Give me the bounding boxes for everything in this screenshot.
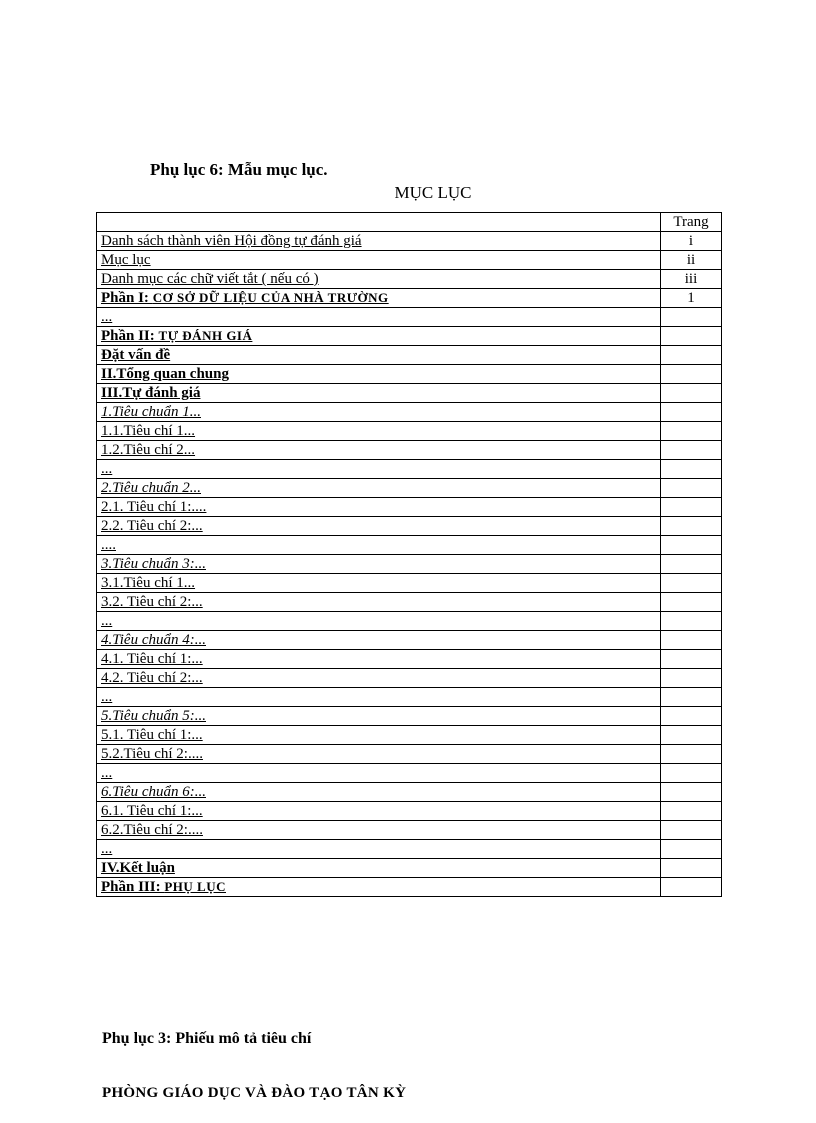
toc-part-prefix: Phần II: (101, 328, 159, 344)
toc-body (97, 213, 722, 897)
toc-page-number (661, 878, 722, 897)
toc-entry-text: 2.1. Tiêu chí 1:.... (101, 499, 207, 515)
toc-page-number (661, 555, 722, 574)
toc-entry-text: 2.2. Tiêu chí 2:... (101, 518, 203, 534)
toc-page-number (661, 669, 722, 688)
toc-entry-text: 4.2. Tiêu chí 2:... (101, 670, 203, 686)
toc-entry (97, 707, 661, 726)
toc-page-number (661, 688, 722, 707)
toc-entry (97, 593, 661, 612)
toc-entry (97, 745, 661, 764)
toc-entry-text: 3.1.Tiêu chí 1... (101, 575, 196, 591)
office-heading: PHÒNG GIÁO DỤC VÀ ĐÀO TẠO TÂN KỲ (102, 1085, 407, 1101)
toc-entry (97, 479, 661, 498)
toc-entry (97, 460, 661, 479)
toc-page-number (661, 764, 722, 783)
toc-entry-text: 5.Tiêu chuẩn 5:... (101, 708, 206, 724)
toc-page-number (661, 612, 722, 631)
toc-row (97, 631, 722, 650)
toc-entry (97, 536, 661, 555)
toc-page-number: iii (661, 270, 722, 289)
toc-header-blank (97, 213, 661, 232)
toc-entry-text: 1.1.Tiêu chí 1... (101, 423, 196, 439)
toc-page-number (661, 783, 722, 802)
toc-part-prefix: Phần I: (101, 290, 153, 306)
toc-row (97, 327, 722, 346)
toc-entry (97, 878, 661, 897)
toc-entry (97, 441, 661, 460)
toc-entry (97, 289, 661, 308)
toc-entry (97, 669, 661, 688)
toc-entry-text: 3.Tiêu chuẩn 3:... (101, 556, 206, 572)
toc-row (97, 650, 722, 669)
toc-entry (97, 517, 661, 536)
toc-entry (97, 308, 661, 327)
toc-part-title: CƠ SỞ DỮ LIỆU CỦA NHÀ TRƯỜNG (152, 290, 389, 305)
toc-part-prefix: Phần III: (101, 879, 165, 895)
toc-page-number (661, 802, 722, 821)
toc-entry (97, 688, 661, 707)
toc-entry (97, 270, 661, 289)
toc-part-title: PHỤ LỤC (164, 879, 226, 894)
toc-entry (97, 764, 661, 783)
toc-entry-text: II.Tổng quan chung (101, 366, 229, 382)
toc-row (97, 745, 722, 764)
toc-page-number (661, 403, 722, 422)
toc-page-number (661, 726, 722, 745)
toc-entry-text: IV.Kết luận (101, 860, 175, 876)
toc-entry (97, 251, 661, 270)
toc-entry-text: 5.1. Tiêu chí 1:... (101, 727, 203, 743)
toc-row (97, 251, 722, 270)
toc-row (97, 802, 722, 821)
toc-entry (97, 384, 661, 403)
toc-entry (97, 726, 661, 745)
toc-entry (97, 821, 661, 840)
toc-page-number (661, 650, 722, 669)
toc-entry-text: 5.2.Tiêu chí 2:.... (101, 746, 203, 762)
toc-row (97, 688, 722, 707)
toc-entry-text: 4.1. Tiêu chí 1:... (101, 651, 203, 667)
toc-page-number: i (661, 232, 722, 251)
toc-page-number (661, 422, 722, 441)
toc-row (97, 517, 722, 536)
toc-entry-text: ... (101, 309, 113, 325)
toc-page-number (661, 441, 722, 460)
toc-entry-text: ... (101, 613, 113, 629)
toc-row (97, 536, 722, 555)
toc-row (97, 498, 722, 517)
appendix-6-heading: Phụ lục 6: Mẫu mục lục. (150, 160, 328, 179)
toc-entry (97, 840, 661, 859)
toc-row (97, 403, 722, 422)
toc-page-number (661, 384, 722, 403)
toc-page-number (661, 327, 722, 346)
toc-entry-text: .... (101, 537, 116, 553)
toc-row (97, 232, 722, 251)
toc-row (97, 308, 722, 327)
toc-row (97, 821, 722, 840)
toc-entry-text: ... (101, 765, 113, 781)
toc-entry (97, 232, 661, 251)
toc-row (97, 441, 722, 460)
toc-row (97, 555, 722, 574)
toc-page-number (661, 479, 722, 498)
toc-entry-text: 2.Tiêu chuẩn 2... (101, 480, 201, 496)
toc-page-number (661, 859, 722, 878)
toc-page-number (661, 498, 722, 517)
toc-entry (97, 422, 661, 441)
toc-page-header: Trang (661, 213, 722, 232)
toc-row (97, 669, 722, 688)
toc-row (97, 840, 722, 859)
toc-entry (97, 555, 661, 574)
toc-entry-text: Danh mục các chữ viết tắt ( nếu có ) (101, 271, 319, 287)
toc-row (97, 859, 722, 878)
toc-row (97, 479, 722, 498)
toc-row (97, 612, 722, 631)
toc-entry-text: 6.2.Tiêu chí 2:.... (101, 822, 203, 838)
toc-row (97, 726, 722, 745)
toc-entry (97, 574, 661, 593)
toc-entry (97, 403, 661, 422)
toc-page-number: 1 (661, 289, 722, 308)
toc-page-number (661, 631, 722, 650)
toc-entry (97, 650, 661, 669)
toc-entry (97, 612, 661, 631)
toc-row (97, 346, 722, 365)
toc-page-number (661, 593, 722, 612)
toc-entry-text: Đặt vấn đề (101, 347, 171, 363)
toc-part-title: TỰ ĐÁNH GIÁ (158, 328, 253, 343)
toc-row (97, 783, 722, 802)
toc-entry-text: ... (101, 461, 113, 477)
toc-entry-text: 6.Tiêu chuẩn 6:... (101, 784, 206, 800)
toc-entry-text: 3.2. Tiêu chí 2:... (101, 594, 203, 610)
toc-page-number (661, 517, 722, 536)
toc-page-number (661, 308, 722, 327)
toc-row (97, 365, 722, 384)
toc-page-number (661, 460, 722, 479)
toc-entry-text: 1.2.Tiêu chí 2... (101, 442, 196, 458)
toc-row (97, 593, 722, 612)
toc-row (97, 422, 722, 441)
toc-page-number (661, 574, 722, 593)
appendix-3-heading: Phụ lục 3: Phiếu mô tả tiêu chí (102, 1030, 312, 1047)
toc-page-number (661, 365, 722, 384)
toc-entry-text: 4.Tiêu chuẩn 4:... (101, 632, 206, 648)
toc-row (97, 574, 722, 593)
toc-page-number (661, 707, 722, 726)
toc-entry-text: ... (101, 689, 113, 705)
toc-entry-text: Danh sách thành viên Hội đồng tự đánh giá (101, 233, 362, 249)
toc-row (97, 384, 722, 403)
toc-entry-text: III.Tự đánh giá (101, 385, 201, 401)
toc-entry (97, 783, 661, 802)
toc-page-number (661, 346, 722, 365)
toc-page-number (661, 745, 722, 764)
toc-entry-text: 1.Tiêu chuẩn 1... (101, 404, 201, 420)
toc-entry-text: 6.1. Tiêu chí 1:... (101, 803, 203, 819)
toc-row (97, 707, 722, 726)
toc-page-number (661, 821, 722, 840)
toc-row (97, 270, 722, 289)
toc-row (97, 289, 722, 308)
toc-page-number (661, 840, 722, 859)
toc-row (97, 878, 722, 897)
toc-entry-text: Mục lục (101, 252, 151, 268)
toc-entry-text: ... (101, 841, 113, 857)
toc-header-row (97, 213, 722, 232)
toc-row (97, 460, 722, 479)
toc-row (97, 764, 722, 783)
toc-entry (97, 631, 661, 650)
toc-entry (97, 802, 661, 821)
toc-page-number: ii (661, 251, 722, 270)
toc-entry (97, 498, 661, 517)
toc-table (96, 212, 722, 897)
toc-title: MỤC LỤC (394, 183, 472, 202)
toc-entry (97, 859, 661, 878)
toc-entry (97, 327, 661, 346)
toc-entry (97, 346, 661, 365)
toc-entry (97, 365, 661, 384)
toc-page-number (661, 536, 722, 555)
